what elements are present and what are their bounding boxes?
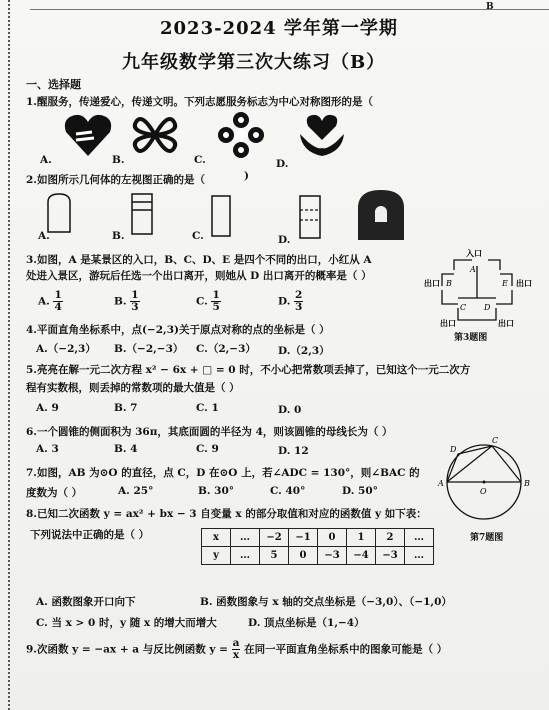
q1-option-b: B. — [112, 154, 125, 166]
q9-stem — [26, 638, 447, 661]
q2-option-c-view-shape — [210, 194, 234, 238]
q3-label-d: D — [484, 303, 491, 312]
q2-option-b-view-shape — [130, 192, 154, 236]
binding-fold-line — [8, 0, 16, 710]
table-cell: −3 — [318, 547, 347, 565]
table-cell: 2 — [376, 529, 405, 547]
q7-label-a: A — [438, 479, 444, 488]
table-cell: 0 — [289, 547, 318, 565]
table-cell: … — [231, 547, 260, 565]
q3-option-c: C. $\frac{1}{5}$ — [196, 289, 220, 313]
q1-symbol-b-clover-icon — [128, 110, 182, 160]
q3-label-entrance: 入口 — [466, 248, 482, 258]
corner-mark: B — [486, 2, 494, 12]
q3-stem-line2: 处进入景区，游玩后任选一个出口离开，则她从 D 出口离开的概率是（ ） — [26, 270, 372, 282]
q6-option-a: A. 3 — [36, 443, 59, 455]
q7-label-c: C — [492, 436, 499, 445]
q7-label-o: O — [480, 487, 487, 496]
q1-option-c: C. — [194, 154, 206, 166]
q8-option-a: A. 函数图象开口向下 — [36, 596, 136, 608]
q3-option-a: A. $\frac{1}{4}$ — [38, 289, 62, 313]
q3-scenic-map-figure — [424, 246, 536, 330]
table-cell: 5 — [260, 547, 289, 565]
q7-option-b: B. 30° — [198, 485, 235, 497]
table-cell: −2 — [260, 529, 289, 547]
q2-option-b: B. — [112, 230, 125, 242]
table-cell: … — [231, 529, 260, 547]
table-cell: −3 — [376, 547, 405, 565]
q3-option-d: D. $\frac{2}{3}$ — [278, 289, 303, 313]
q3-label-a: A — [470, 265, 476, 274]
q8-stem-line2: 下列说法中正确的是（ ） — [30, 529, 150, 541]
q8-table-row-y — [202, 547, 434, 565]
q2-close-paren: ) — [244, 170, 249, 182]
q5-option-b: B. 7 — [114, 402, 138, 414]
q5-option-d: D. 0 — [278, 404, 302, 416]
q5-option-a: A. 9 — [36, 402, 59, 414]
q2-solid-figure — [354, 186, 408, 242]
q7-option-a: A. 25° — [118, 485, 154, 497]
q3-figure-caption: 第3题图 — [454, 333, 488, 343]
q1-option-d: D. — [276, 158, 289, 170]
q7-option-d: D. 50° — [342, 485, 378, 497]
q8-option-b: B. 函数图象与 x 轴的交点坐标是（−3,0）、（−1,0） — [200, 596, 452, 608]
q6-stem: 6.一个圆锥的侧面积为 36π，其底面圆的半径为 4，则该圆锥的母线长为（ ） — [26, 426, 393, 438]
q3-option-b: B. $\frac{1}{3}$ — [114, 289, 139, 313]
q4-option-c: C.（2,−3） — [196, 343, 256, 355]
exam-title: 2023-2024 学年第一学期 — [160, 18, 398, 39]
table-cell: 1 — [347, 529, 376, 547]
q3-label-exit-c: 出口 — [440, 318, 456, 328]
q9-stem-post: 在同一平面直角坐标系中的图象可能是（ ） — [244, 643, 448, 656]
q7-stem-line2: 度数为（ ） — [26, 487, 83, 499]
q3-label-e: E — [502, 279, 508, 288]
q8-option-d: D. 顶点坐标是（1,−4） — [248, 617, 365, 629]
q4-option-d: D.（2,3） — [278, 345, 330, 357]
q2-option-d: D. — [278, 234, 291, 246]
table-cell: … — [405, 547, 434, 565]
q1-stem: 1.醒服务，传递爱心，传递文明。下列志愿服务标志为中心对称图形的是（ — [26, 96, 373, 108]
top-rule — [30, 9, 549, 10]
q2-option-a-view-shape — [46, 192, 72, 234]
q3-label-b: B — [446, 279, 452, 288]
table-cell: … — [405, 529, 434, 547]
section-heading: 一、选择题 — [26, 78, 81, 91]
q2-option-d-view-shape — [298, 194, 322, 240]
table-cell: y — [202, 547, 231, 565]
table-cell: 0 — [318, 529, 347, 547]
q1-symbol-d-heart-in-hands-icon — [296, 112, 348, 158]
q1-option-a: A. — [40, 154, 52, 166]
q9-stem-pre: 9.次函数 y = −ax + a 与反比例函数 y = — [26, 643, 228, 656]
q1-symbol-c-flower-icon — [214, 110, 268, 160]
q5-stem-line2: 程有实数根，则丢掉的常数项的最大值是（ ） — [26, 382, 240, 394]
q3-label-exit-e: 出口 — [516, 278, 532, 288]
q3-label-exit-b: 出口 — [424, 278, 440, 288]
q1-symbol-a-heart-hand-icon — [62, 112, 114, 158]
q8-stem-line1: 8.已知二次函数 y = ax² + bx − 3 自变量 x 的部分取值和对应的函数值 y 如下表： — [26, 508, 427, 520]
q9-fraction: $\frac{a}{x}$ — [232, 637, 240, 661]
q7-option-c: C. 40° — [270, 485, 306, 497]
q5-stem-line1: 5.亮亮在解一元二次方程 x² − 6x + □ = 0 时，不小心把常数项丢掉了，已知这个一元二次方 — [26, 364, 471, 376]
table-cell: −1 — [289, 529, 318, 547]
table-cell: x — [202, 529, 231, 547]
q5-option-c: C. 1 — [196, 402, 219, 414]
q2-option-c: C. — [192, 230, 204, 242]
q8-value-table — [201, 528, 434, 565]
q7-stem-line1: 7.如图，AB 为⊙O 的直径，点 C，D 在⊙O 上，若∠ADC = 130°，则∠BAC 的 — [26, 467, 420, 479]
q7-circle-figure — [438, 438, 538, 526]
q7-label-d: D — [450, 445, 457, 454]
q8-table-row-x — [202, 529, 434, 547]
q3-label-c: C — [460, 303, 467, 312]
q4-option-a: A.（−2,3） — [36, 343, 96, 355]
q6-option-b: B. 4 — [114, 443, 138, 455]
q2-stem: 2.如图所示几何体的左视图正确的是（ — [26, 174, 205, 186]
exam-subtitle: 九年级数学第三次大练习（B） — [122, 52, 386, 73]
q7-label-b: B — [524, 479, 530, 488]
q2-option-a: A. — [38, 230, 50, 242]
q6-option-d: D. 12 — [278, 445, 309, 457]
q3-label-exit-d: 出口 — [498, 318, 514, 328]
q4-option-b: B.（−2,−3） — [114, 343, 184, 355]
q4-stem: 4.平面直角坐标系中，点(−2,3)关于原点对称的点的坐标是（ ） — [26, 324, 330, 336]
q7-figure-caption: 第7题图 — [470, 533, 504, 543]
q6-option-c: C. 9 — [196, 443, 219, 455]
q3-stem-line1: 3.如图，A 是某景区的入口，B、C、D、E 是四个不同的出口，小红从 A — [26, 254, 372, 266]
q8-option-c: C. 当 x > 0 时，y 随 x 的增大而增大 — [36, 617, 217, 629]
table-cell: −4 — [347, 547, 376, 565]
